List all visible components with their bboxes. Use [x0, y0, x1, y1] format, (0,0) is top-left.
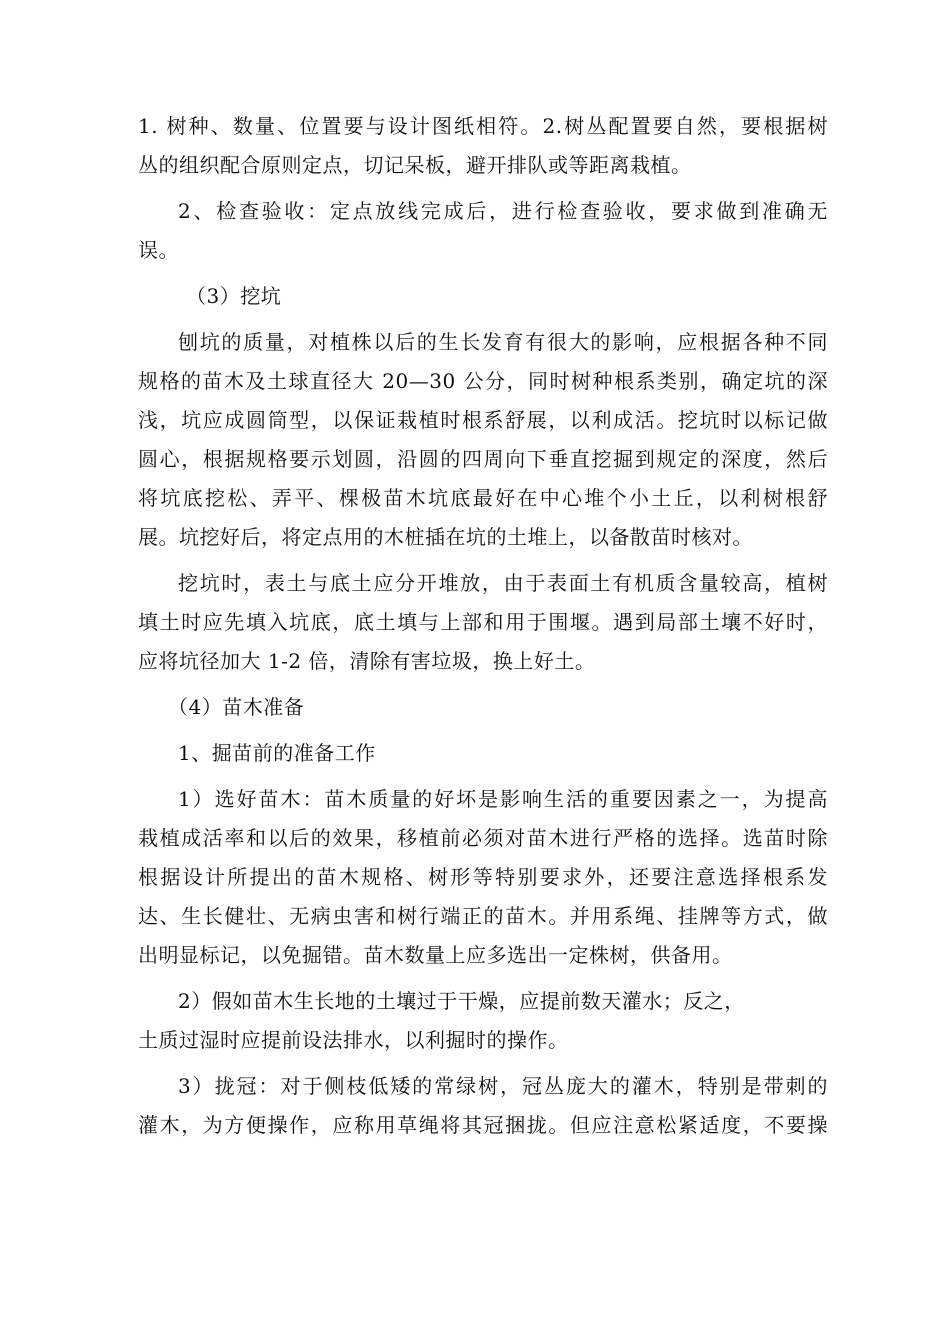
text-line: 出明显标记，以免掘错。苗木数量上应多选出一定株树，供备用。	[138, 943, 733, 967]
text-line: 2、检查验收：定点放线完成后，进行检查验收，要求做到准确无	[178, 199, 828, 223]
text-line: 1. 树种、数量、位置要与设计图纸相符。2.树丛配置要自然，要根据树	[138, 114, 828, 138]
text-line: 填土时应先填入坑底，底土填与上部和用于围堰。遇到局部土壤不好时，	[138, 610, 828, 634]
body-text	[138, 107, 828, 1145]
text-line: 误。	[138, 238, 179, 262]
text-line: 灌木，为方便操作，应称用草绳将其冠捆拢。但应注意松紧适度，不要操	[138, 1113, 828, 1137]
text-line: 达、生长健壮、无病虫害和树行端正的苗木。并用系绳、挂牌等方式，做	[138, 904, 828, 928]
text-line: 3）拢冠：对于侧枝低矮的常绿树，冠丛庞大的灌木，特别是带刺的	[178, 1074, 828, 1098]
text-line: 规格的苗木及土球直径大 20—30 公分，同时树种根系类别，确定坑的深	[138, 369, 828, 393]
text-line: 将坑底挖松、弄平、棵极苗木坑底最好在中心堆个小土丘，以利树根舒	[138, 486, 828, 510]
section-heading: （3）挖坑	[186, 284, 282, 308]
text-line: 2）假如苗木生长地的土壤过于干燥，应提前数天灌水；反之，	[178, 989, 745, 1013]
text-line: 挖坑时，表土与底土应分开堆放，由于表面土有机质含量较高，植树	[178, 571, 828, 595]
text-line: 浅，坑应成圆筒型，以保证栽植时根系舒展，以利成活。挖坑时以标记做	[138, 408, 828, 432]
text-line: 1）选好苗木：苗木质量的好坏是影响生活的重要因素之一，为提高	[178, 787, 828, 811]
text-line: 丛的组织配合原则定点，切记呆板，避开排队或等距离栽植。	[138, 153, 692, 177]
text-line: 展。坑挖好后，将定点用的木桩插在坑的土堆上，以备散苗时核对。	[138, 525, 753, 549]
text-line: 栽植成活率和以后的效果，移植前必须对苗木进行严格的选择。选苗时除	[138, 826, 828, 850]
text-line: 圆心，根据规格要示划圆，沿圆的四周向下垂直挖掘到规定的深度，然后	[138, 447, 828, 471]
text-line: 土质过湿时应提前设法排水，以利掘时的操作。	[138, 1028, 569, 1052]
text-line: 应将坑径加大 1-2 倍，清除有害垃圾，换上好土。	[138, 649, 596, 673]
text-line: 刨坑的质量，对植株以后的生长发育有很大的影响，应根据各种不同	[178, 330, 828, 354]
sub-heading: 1、掘苗前的准备工作	[178, 741, 376, 765]
text-line: 根据设计所提出的苗木规格、树形等特别要求外，还要注意选择根系发	[138, 865, 828, 889]
section-heading: （4）苗木准备	[168, 695, 305, 719]
